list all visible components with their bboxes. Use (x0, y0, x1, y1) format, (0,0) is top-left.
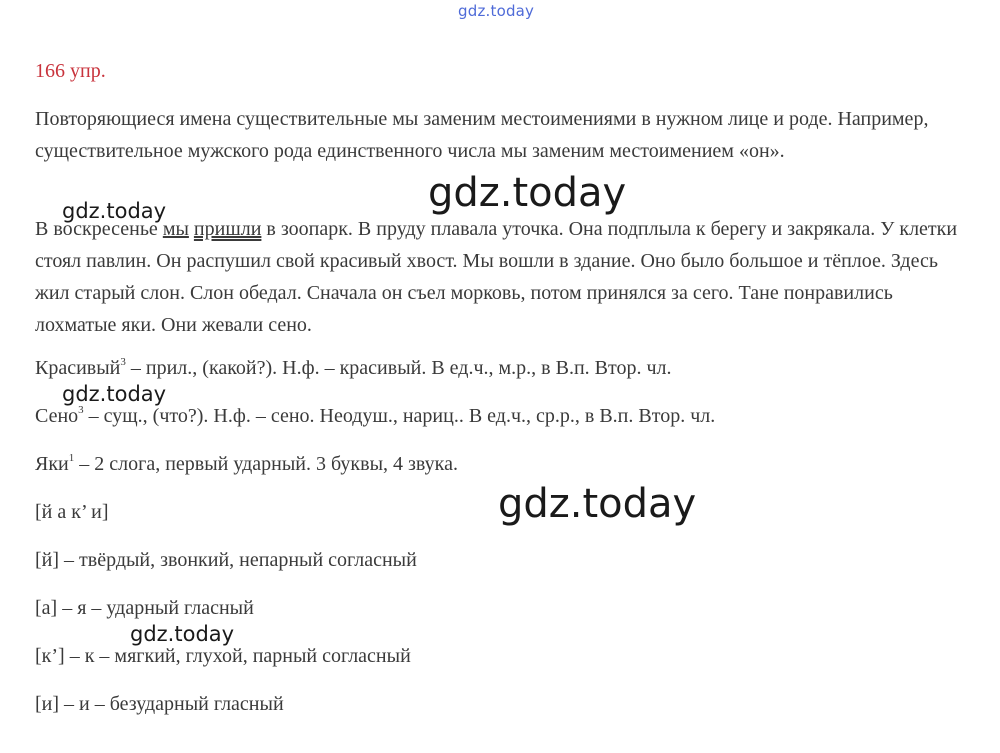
parse-krasivy (35, 357, 672, 380)
intro-paragraph: Повторяющиеся имена существительные мы заменим местоимениями в нужном лице и роде. Например, существительное мужского рода единственного числа мы заменим местоимением «он». (35, 108, 929, 162)
parse-seno (35, 405, 715, 428)
top-watermark: gdz.today (458, 2, 535, 20)
sound-line-4: [и] – и – безударный гласный (35, 693, 284, 715)
parse-krasivy-text: – прил., (какой?). Н.ф. – красивый. В ед.ч., м.р., в В.п. Втор. чл. (125, 357, 672, 379)
story-paragraph (35, 213, 965, 341)
watermark-large-2: gdz.today (498, 481, 697, 527)
story-rest: в зоопарк. В пруду плавала уточка. Она подплыла к берегу и закрякала. У клетки стоял павлин. Он распушил свой красивый хвост. Мы вошли в здание. Оно было большое и тёплое. Здесь жил старый слон. Слон обедал. Сначала он съел морковь, потом принялся за сего. Тане понравились лохматые яки. Они жевали сено. (35, 218, 958, 336)
sound-line-2: [а] – я – ударный гласный (35, 597, 254, 619)
watermark-large-1: gdz.today (428, 170, 627, 216)
parse-seno-mark: 3 (78, 404, 84, 416)
parse-yaki (35, 453, 458, 476)
parse-yaki-word: Яки (35, 453, 69, 475)
watermark-small-2: gdz.today (62, 382, 167, 406)
parse-yaki-text: – 2 слога, первый ударный. 3 буквы, 4 звука. (74, 453, 458, 475)
parse-krasivy-word: Красивый (35, 357, 121, 379)
sound-line-1: [й] – твёрдый, звонкий, непарный согласный (35, 549, 417, 571)
parse-seno-word: Сено (35, 405, 79, 427)
parse-yaki-mark: 1 (68, 452, 75, 464)
exercise-title: 166 упр. (35, 60, 106, 82)
story-start: В воскресенье (35, 218, 163, 240)
watermark-small-1: gdz.today (62, 199, 167, 223)
sound-line-3: [к’] – к – мягкий, глухой, парный согласный (35, 645, 411, 667)
predicate-word: пришли (193, 218, 262, 240)
watermark-small-3: gdz.today (130, 622, 235, 646)
transcription: [й а к’ и] (35, 501, 109, 523)
subject-word: мы (162, 218, 189, 240)
parse-seno-text: – сущ., (что?). Н.ф. – сено. Неодуш., нариц.. В ед.ч., ср.р., в В.п. Втор. чл. (83, 405, 716, 427)
parse-krasivy-mark: 3 (120, 356, 126, 368)
